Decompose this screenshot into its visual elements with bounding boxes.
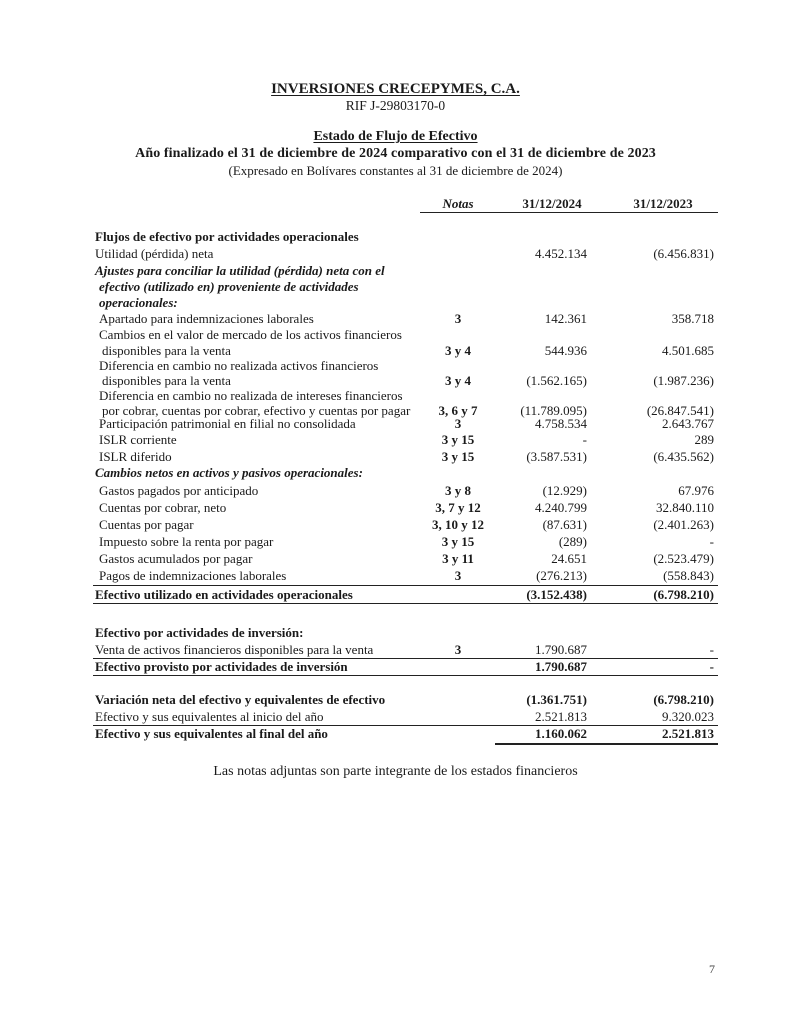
value-2023: (6.798.210) — [653, 587, 714, 602]
row-label: Impuesto sobre la renta por pagar — [99, 534, 274, 549]
row-label: Participación patrimonial en filial no consolidada — [99, 416, 356, 431]
value-2023: 2.521.813 — [662, 726, 714, 741]
total-row-ending-cash — [95, 725, 718, 742]
row-label: Utilidad (pérdida) neta — [95, 246, 214, 261]
value-2023: (2.401.263) — [653, 517, 714, 532]
row-note: 3 y 11 — [442, 551, 474, 566]
header-rule — [420, 212, 718, 213]
row-label: Diferencia en cambio no realizada de intereses financieros — [99, 388, 403, 403]
table-row — [95, 499, 718, 516]
value-2023: 9.320.023 — [662, 709, 714, 724]
table-row — [95, 567, 718, 584]
table-row — [95, 641, 718, 658]
column-header-2023: 31/12/2023 — [633, 196, 693, 211]
company-name: INVERSIONES CRECEPYMES, C.A. — [271, 81, 520, 97]
row-label: Gastos pagados por anticipado — [99, 483, 259, 498]
value-2023: - — [709, 659, 714, 674]
row-note: 3 y 15 — [441, 449, 475, 464]
table-row — [95, 533, 718, 550]
value-2024: 1.790.687 — [535, 659, 587, 674]
value-2024: 142.361 — [544, 311, 587, 326]
table-row — [95, 415, 718, 432]
footer-note: Las notas adjuntas son parte integrante de los estados financieros — [213, 764, 578, 779]
statement-title: Estado de Flujo de Efectivo — [313, 129, 478, 144]
subheading-adjustments-cont — [95, 278, 718, 295]
statement-units: (Expresado en Bolívares constantes al 31 de diciembre de 2024) — [228, 163, 563, 178]
company-rif: RIF J-29803170-0 — [345, 98, 446, 113]
value-2023: (2.523.479) — [653, 551, 714, 566]
value-2024: 1.160.062 — [535, 726, 587, 741]
row-label: Cuentas por pagar — [99, 517, 194, 532]
table-row-label-line — [95, 326, 718, 343]
row-note: 3, 10 y 12 — [432, 517, 484, 532]
value-2024: (1.562.165) — [526, 373, 587, 388]
row-label: disponibles para la venta — [102, 373, 231, 388]
row-label: Flujos de efectivo por actividades operacionales — [95, 229, 359, 244]
value-2024: 4.452.134 — [535, 246, 587, 261]
value-2024: (1.361.751) — [526, 692, 587, 707]
value-2024: (12.929) — [542, 483, 587, 498]
section-heading-investing — [95, 624, 718, 641]
subheading-adjustments-cont — [95, 294, 718, 311]
value-2023: 67.976 — [678, 483, 714, 498]
row-label: Efectivo y sus equivalentes al final del año — [95, 726, 328, 741]
value-2024: 1.790.687 — [535, 642, 587, 657]
row-note: 3 — [454, 311, 462, 326]
total-rule-bottom — [495, 743, 718, 745]
subtotal-rule-bottom — [93, 603, 718, 604]
row-label: por cobrar, cuentas por cobrar, efectivo y cuentas por pagar — [102, 403, 411, 418]
row-note: 3 y 4 — [445, 373, 471, 388]
row-label: Efectivo utilizado en actividades operacionales — [95, 587, 353, 602]
table-row — [95, 516, 718, 533]
table-row — [95, 448, 718, 465]
section-heading-operating — [95, 228, 718, 245]
row-label: Gastos acumulados por pagar — [99, 551, 253, 566]
value-2024: 24.651 — [551, 551, 587, 566]
value-2023: (558.843) — [663, 568, 714, 583]
value-2024: - — [582, 432, 587, 447]
column-header-notes: Notas — [442, 196, 474, 211]
row-note: 3 — [454, 642, 462, 657]
value-2023: 358.718 — [671, 311, 714, 326]
subtotal-row-operating — [95, 586, 718, 603]
value-2024: (11.789.095) — [520, 403, 587, 418]
row-note: 3 — [454, 568, 462, 583]
value-2023: (6.798.210) — [653, 692, 714, 707]
row-note: 3, 7 y 12 — [435, 500, 481, 515]
value-2023: 32.840.110 — [655, 500, 714, 515]
subheading-adjustments — [95, 262, 718, 279]
table-row — [95, 482, 718, 499]
value-2023: (26.847.541) — [646, 403, 714, 418]
subheading-net-changes — [95, 464, 718, 481]
table-row — [95, 550, 718, 567]
value-2024: 544.936 — [544, 343, 587, 358]
row-note: 3 y 8 — [445, 483, 471, 498]
row-label: Efectivo por actividades de inversión: — [95, 625, 304, 640]
row-label: disponibles para la venta — [102, 343, 231, 358]
table-row — [95, 431, 718, 448]
table-row — [95, 245, 718, 262]
row-label: Apartado para indemnizaciones laborales — [99, 311, 314, 326]
row-note: 3 — [454, 416, 462, 431]
table-row — [95, 708, 718, 725]
row-label: Variación neta del efectivo y equivalentes de efectivo — [95, 692, 386, 707]
value-2024: 4.240.799 — [535, 500, 587, 515]
row-note: 3 y 4 — [445, 343, 471, 358]
table-row — [95, 310, 718, 327]
value-2023: - — [709, 642, 714, 657]
subtotal-row-investing — [95, 658, 718, 675]
row-label: operacionales: — [99, 295, 178, 310]
value-2023: 4.501.685 — [662, 343, 714, 358]
row-label: ISLR corriente — [99, 432, 177, 447]
value-2024: (289) — [558, 534, 587, 549]
value-2023: (6.435.562) — [653, 449, 714, 464]
value-2023: 289 — [694, 432, 714, 447]
column-header-2024: 31/12/2024 — [522, 196, 582, 211]
row-label: Pagos de indemnizaciones laborales — [99, 568, 287, 583]
value-2024: (3.587.531) — [526, 449, 587, 464]
value-2023: (6.456.831) — [653, 246, 714, 261]
row-note: 3, 6 y 7 — [438, 403, 478, 418]
statement-period: Año finalizado el 31 de diciembre de 2024 comparativo con el 31 de diciembre de 2023 — [135, 146, 656, 161]
page-number: 7 — [709, 962, 715, 976]
value-2023: 2.643.767 — [662, 416, 714, 431]
value-2024: (276.213) — [536, 568, 587, 583]
value-2024: (3.152.438) — [526, 587, 587, 602]
row-label: Venta de activos financieros disponibles para la venta — [95, 642, 374, 657]
net-change-row — [95, 691, 718, 708]
row-label: Ajustes para conciliar la utilidad (pérdida) neta con el — [95, 263, 385, 278]
row-label: ISLR diferido — [99, 449, 172, 464]
value-2023: (1.987.236) — [653, 373, 714, 388]
row-note: 3 y 15 — [441, 432, 475, 447]
row-note: 3 y 15 — [441, 534, 475, 549]
value-2024: 2.521.813 — [535, 709, 587, 724]
row-label: Efectivo y sus equivalentes al inicio del año — [95, 709, 324, 724]
row-label: Efectivo provisto por actividades de inversión — [95, 659, 348, 674]
row-label: Diferencia en cambio no realizada activos financieros — [99, 358, 379, 373]
row-label: efectivo (utilizado en) proveniente de actividades — [99, 279, 359, 294]
row-label: Cuentas por cobrar, neto — [99, 500, 227, 515]
value-2024: 4.758.534 — [535, 416, 587, 431]
subtotal-rule-bottom — [93, 675, 718, 676]
value-2024: (87.631) — [542, 517, 587, 532]
row-label: Cambios en el valor de mercado de los activos financieros — [99, 327, 402, 342]
value-2023: - — [709, 534, 714, 549]
row-label: Cambios netos en activos y pasivos operacionales: — [95, 465, 363, 480]
